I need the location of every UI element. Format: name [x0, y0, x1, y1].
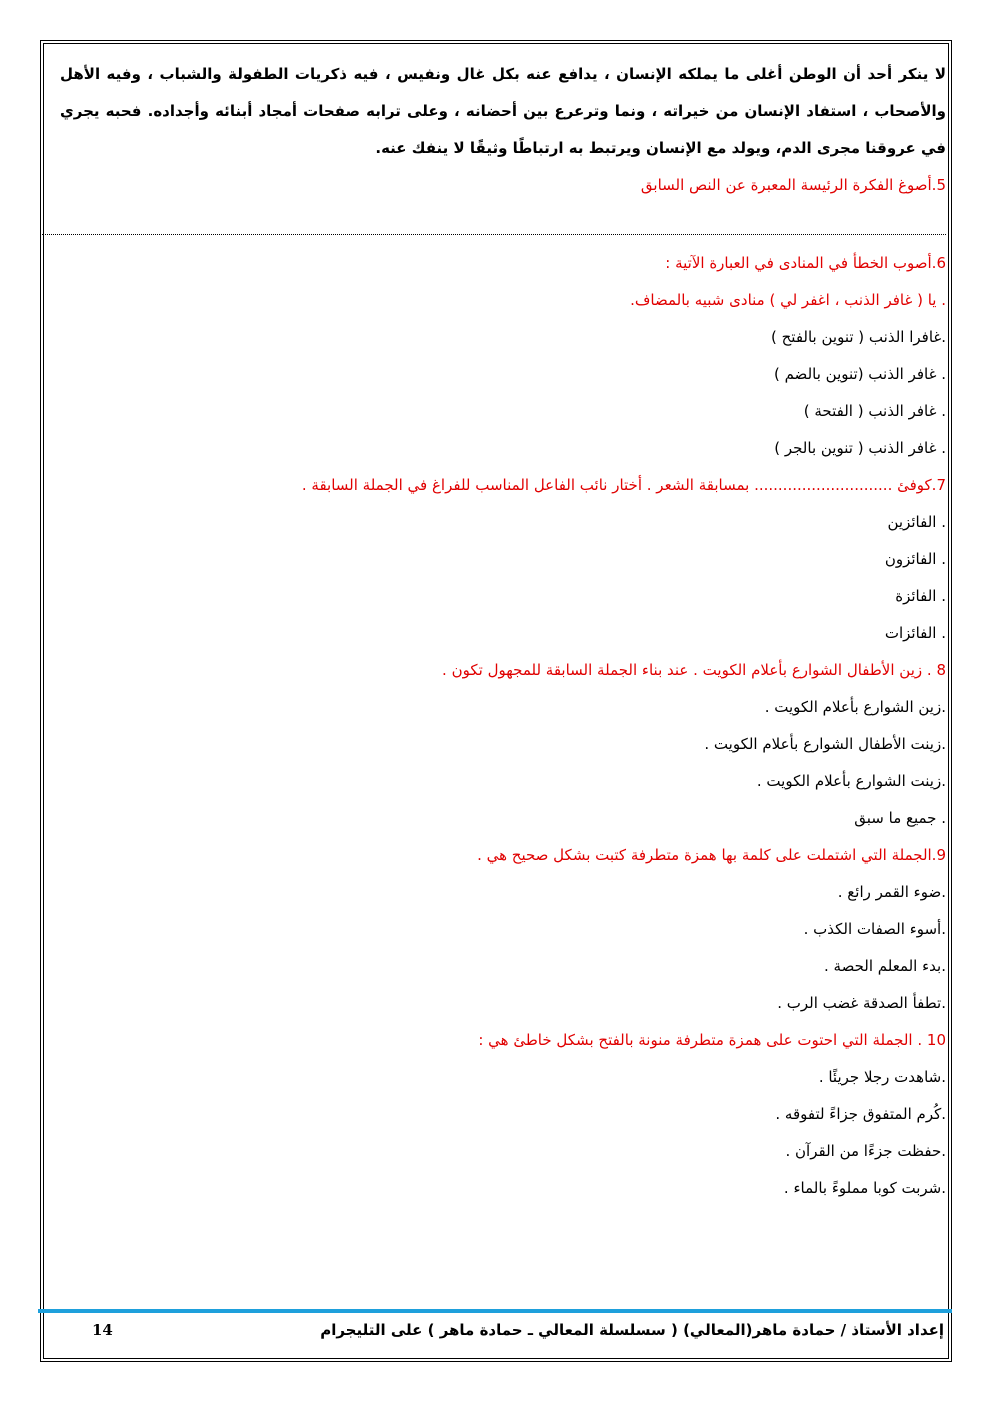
option[interactable]: .حفظت جزءًا من القرآن .: [785, 1142, 946, 1160]
question-6-statement: . يا ( غافر الذنب ، اغفر لي ) منادى شبيه بالمضاف.: [630, 291, 946, 309]
option[interactable]: .تطفأ الصدقة غضب الرب .: [777, 994, 946, 1012]
option[interactable]: .غافرا الذنب ( تنوين بالفتح ): [770, 328, 946, 346]
question-10: 10 . الجملة التي احتوت على همزة متطرفة منونة بالفتح بشكل خاطئ هي :: [478, 1031, 946, 1049]
option[interactable]: .زينت الأطفال الشوارع بأعلام الكويت .: [704, 735, 946, 753]
worksheet-content: [60, 56, 946, 1207]
option[interactable]: . غافر الذنب ( تنوين بالجر ): [774, 439, 946, 457]
question-8: 8 . زين الأطفال الشوارع بأعلام الكويت . عند بناء الجملة السابقة للمجهول تكون .: [442, 661, 946, 679]
footer-divider: [38, 1309, 952, 1313]
option[interactable]: .كُرم المتفوق جزاءً لتفوقه .: [775, 1105, 946, 1123]
answer-line[interactable]: [42, 204, 946, 235]
option[interactable]: .ضوء القمر رائع .: [837, 883, 946, 901]
option[interactable]: . الفائزين: [887, 513, 946, 531]
option[interactable]: . جميع ما سبق: [854, 809, 946, 827]
reading-passage: لا ينكر أحد أن الوطن أغلى ما يملكه الإنسان ، يدافع عنه بكل غال ونفيس ، فيه ذكريات الطفولة والشباب ، وفيه الأهل والأصحاب ، استفاد الإنسان من خيراته ، ونما وترعرع بين أحضانه ، وعلى ترابه صفحات أمجاد أبنائه وأجداده. فحبه يجري في عروقنا مجرى الدم، ويولد مع الإنسان ويرتبط به ارتباطًا وثيقًا لا ينفك عنه.: [60, 65, 946, 157]
question-9: 9.الجملة التي اشتملت على كلمة بها همزة متطرفة كتبت بشكل صحيح هي .: [477, 846, 946, 864]
option[interactable]: .زين الشوارع بأعلام الكويت .: [764, 698, 946, 716]
question-6: 6.أصوب الخطأ في المنادى في العبارة الآتية :: [665, 254, 946, 272]
option[interactable]: .زينت الشوارع بأعلام الكويت .: [756, 772, 946, 790]
option[interactable]: . غافر الذنب (تنوين بالضم ): [773, 365, 946, 383]
option[interactable]: . الفائزة: [895, 587, 946, 605]
option[interactable]: . الفائزون: [884, 550, 946, 568]
question-5: 5.أصوغ الفكرة الرئيسة المعبرة عن النص السابق: [640, 176, 946, 194]
option[interactable]: .شاهدت رجلا جريئًا .: [818, 1068, 946, 1086]
footer-credit: إعداد الأستاذ / حمادة ماهر(المعالي) ( سسلسلة المعالي ـ حمادة ماهر ) على التليجرام: [320, 1321, 944, 1339]
option[interactable]: .أسوء الصفات الكذب .: [803, 920, 946, 938]
option[interactable]: . غافر الذنب ( الفتحة ): [803, 402, 946, 420]
question-7: 7.كوفئ ............................. بمسابقة الشعر . أختار نائب الفاعل المناسب للفراغ في الجملة السابقة .: [301, 476, 946, 494]
page-number: 14: [92, 1321, 113, 1339]
option[interactable]: .شربت كوبا مملوءً بالماء .: [783, 1179, 946, 1197]
option[interactable]: .بدء المعلم الحصة .: [823, 957, 946, 975]
option[interactable]: . الفائزات: [884, 624, 946, 642]
